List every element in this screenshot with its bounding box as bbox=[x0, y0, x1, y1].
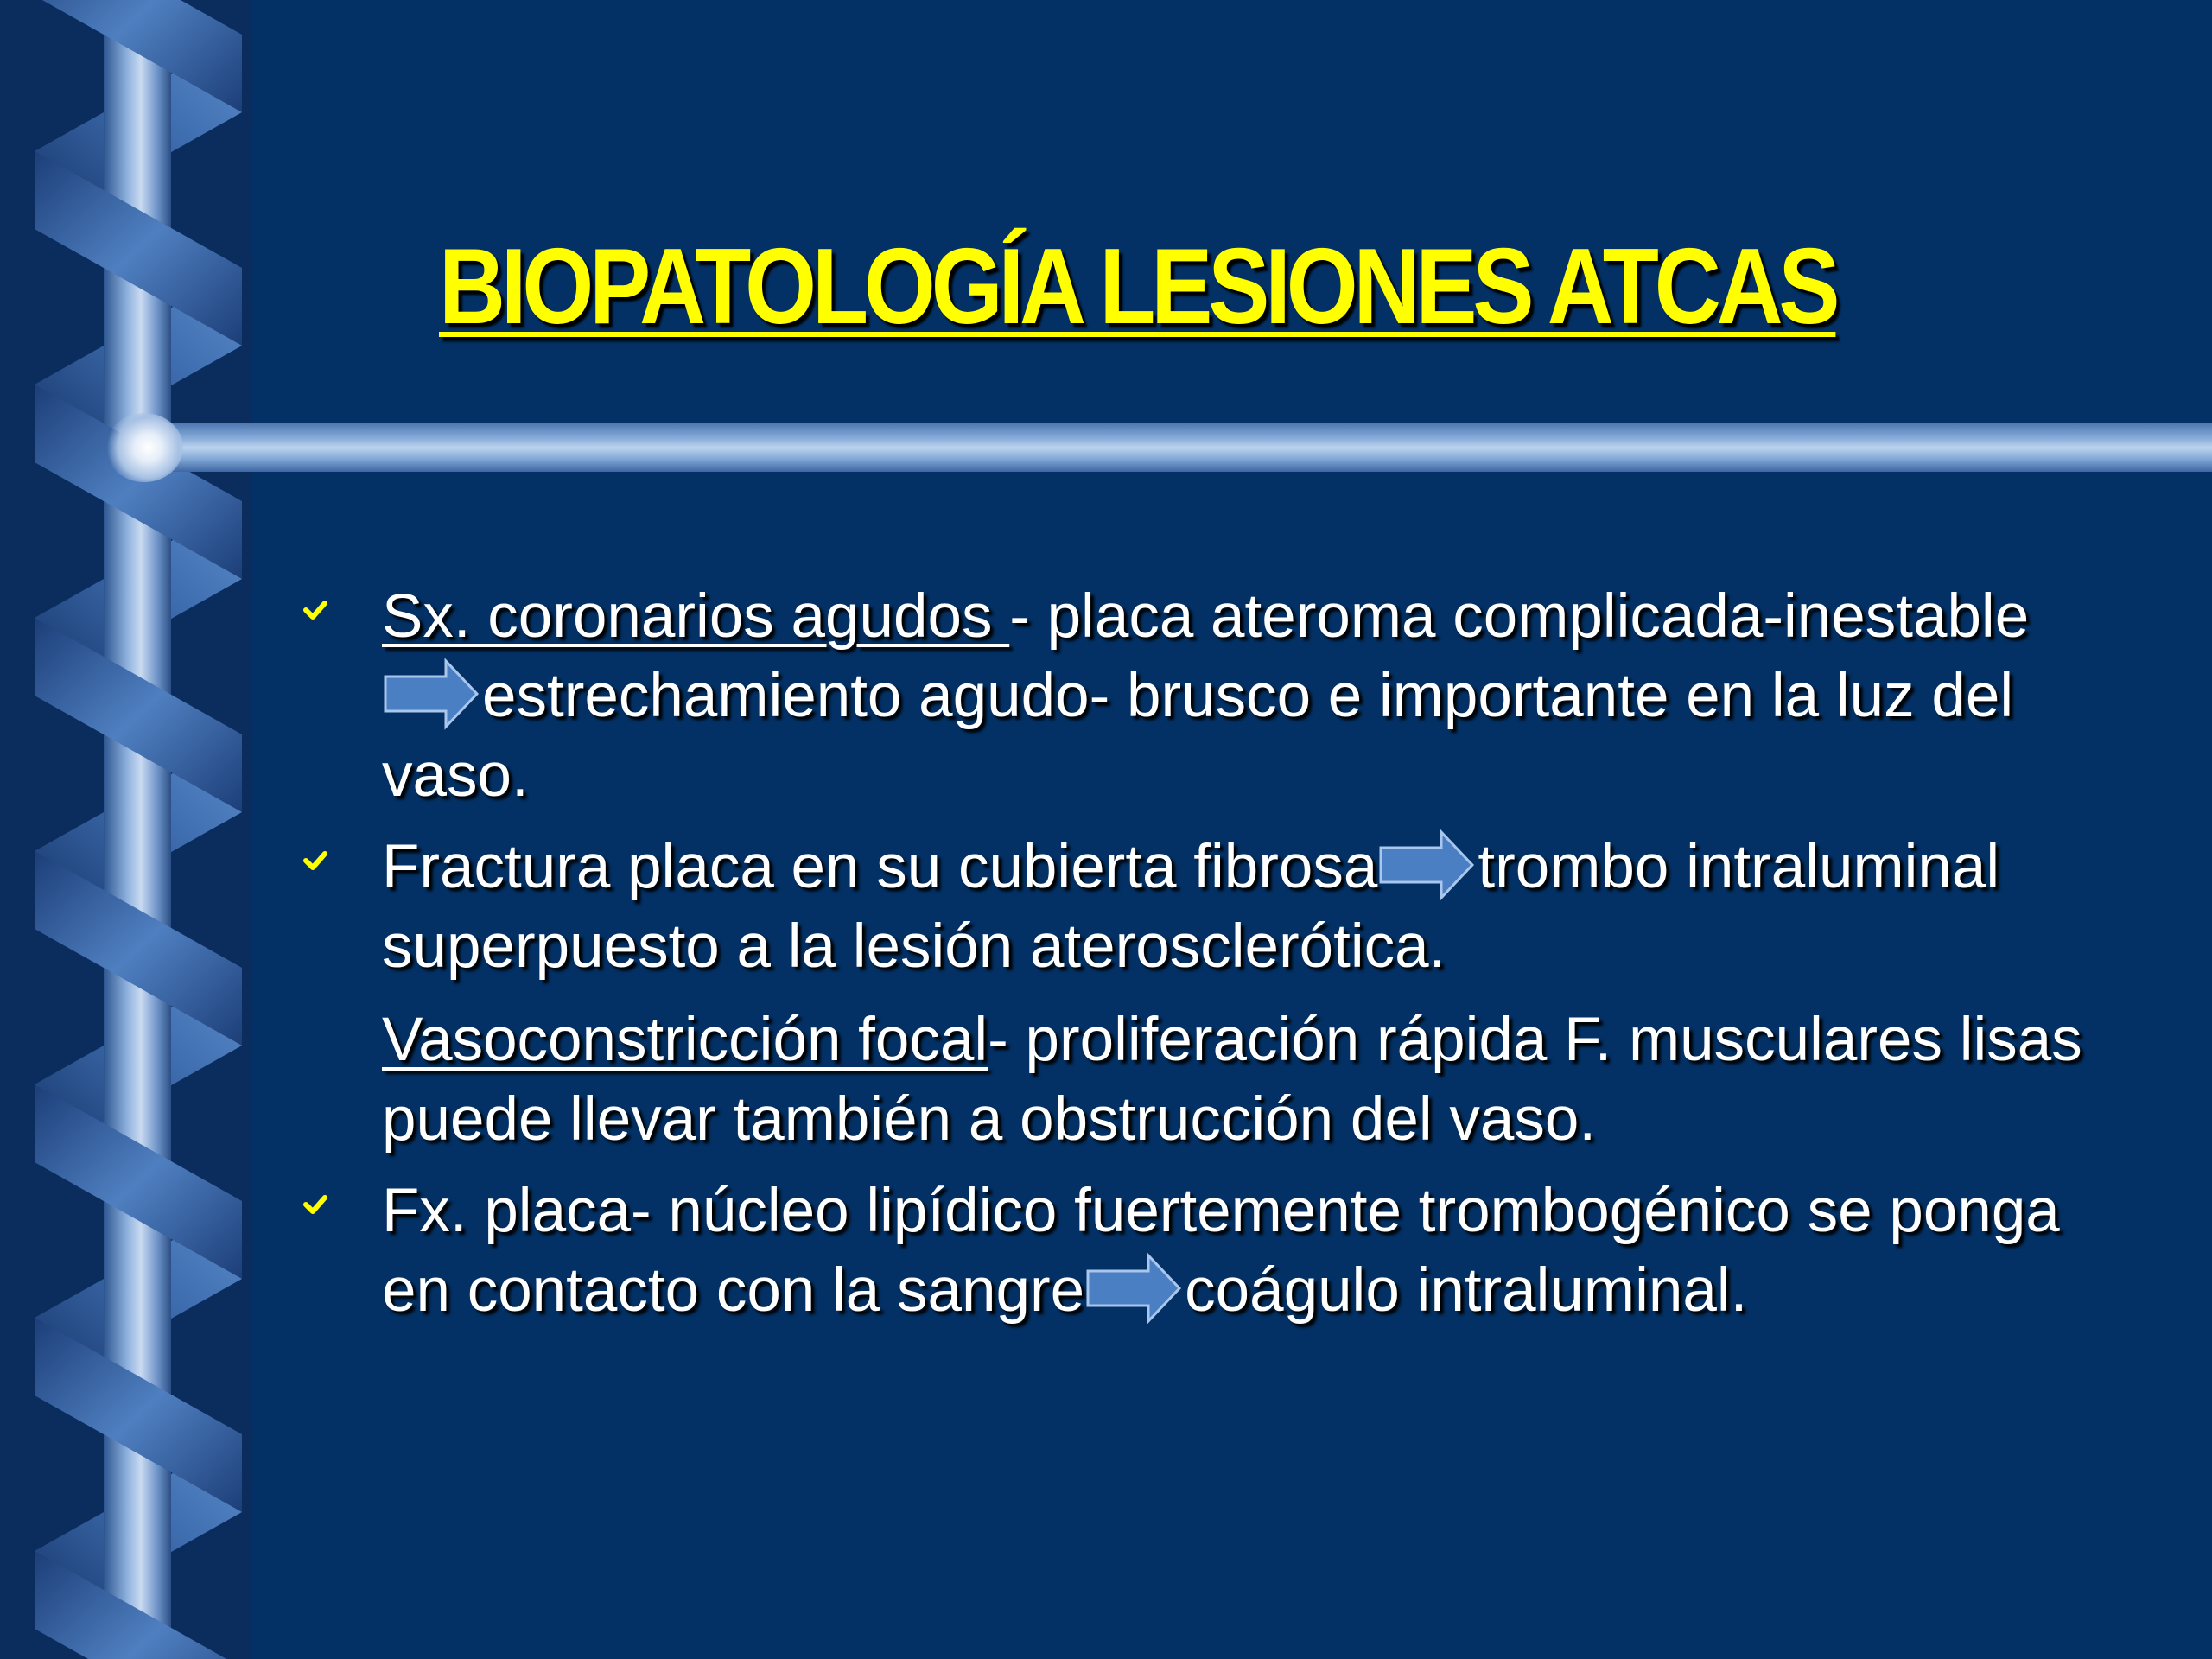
item-text: estrechamiento agudo- brusco e importante en la luz del vaso. bbox=[382, 662, 2014, 810]
item-text: - placa ateroma complicada-inestable bbox=[1009, 582, 2030, 651]
ribbon-decoration bbox=[0, 0, 251, 1659]
checkmark-icon bbox=[302, 849, 328, 874]
item-underlined-text: Sx. coronarios agudos bbox=[382, 582, 1010, 651]
item-text: trombo intraluminal superpuesto a la lesión aterosclerótica. bbox=[382, 833, 2000, 981]
divider-knob bbox=[105, 413, 183, 482]
item-text: Fractura placa en su cubierta fibrosa bbox=[382, 833, 1378, 901]
item-text: coágulo intraluminal. bbox=[1185, 1256, 1748, 1325]
item-underlined-text: Vasoconstricción focal bbox=[382, 1006, 988, 1074]
right-arrow-icon bbox=[384, 658, 480, 730]
right-arrow-icon bbox=[1086, 1252, 1183, 1325]
slide-title: BIOPATOLOGÍA LESIONES ATCAS bbox=[439, 227, 1836, 346]
right-arrow-icon bbox=[1379, 829, 1476, 901]
checkmark-icon bbox=[302, 598, 328, 624]
checkmark-icon bbox=[302, 1192, 328, 1218]
bullet-list bbox=[302, 577, 2117, 1343]
item-text: - proliferación rápida F. musculares lisas puede llevar también a obstrucción del vaso. bbox=[382, 1006, 2082, 1154]
list-item bbox=[302, 828, 2117, 987]
horizontal-divider-bar bbox=[147, 423, 2212, 472]
list-item bbox=[302, 577, 2117, 816]
list-item bbox=[302, 1001, 2117, 1160]
list-item bbox=[302, 1172, 2117, 1331]
item-text: Fx. placa- núcleo lipídico fuertemente trombogénico se ponga en contacto con la sangre bbox=[382, 1177, 2060, 1325]
